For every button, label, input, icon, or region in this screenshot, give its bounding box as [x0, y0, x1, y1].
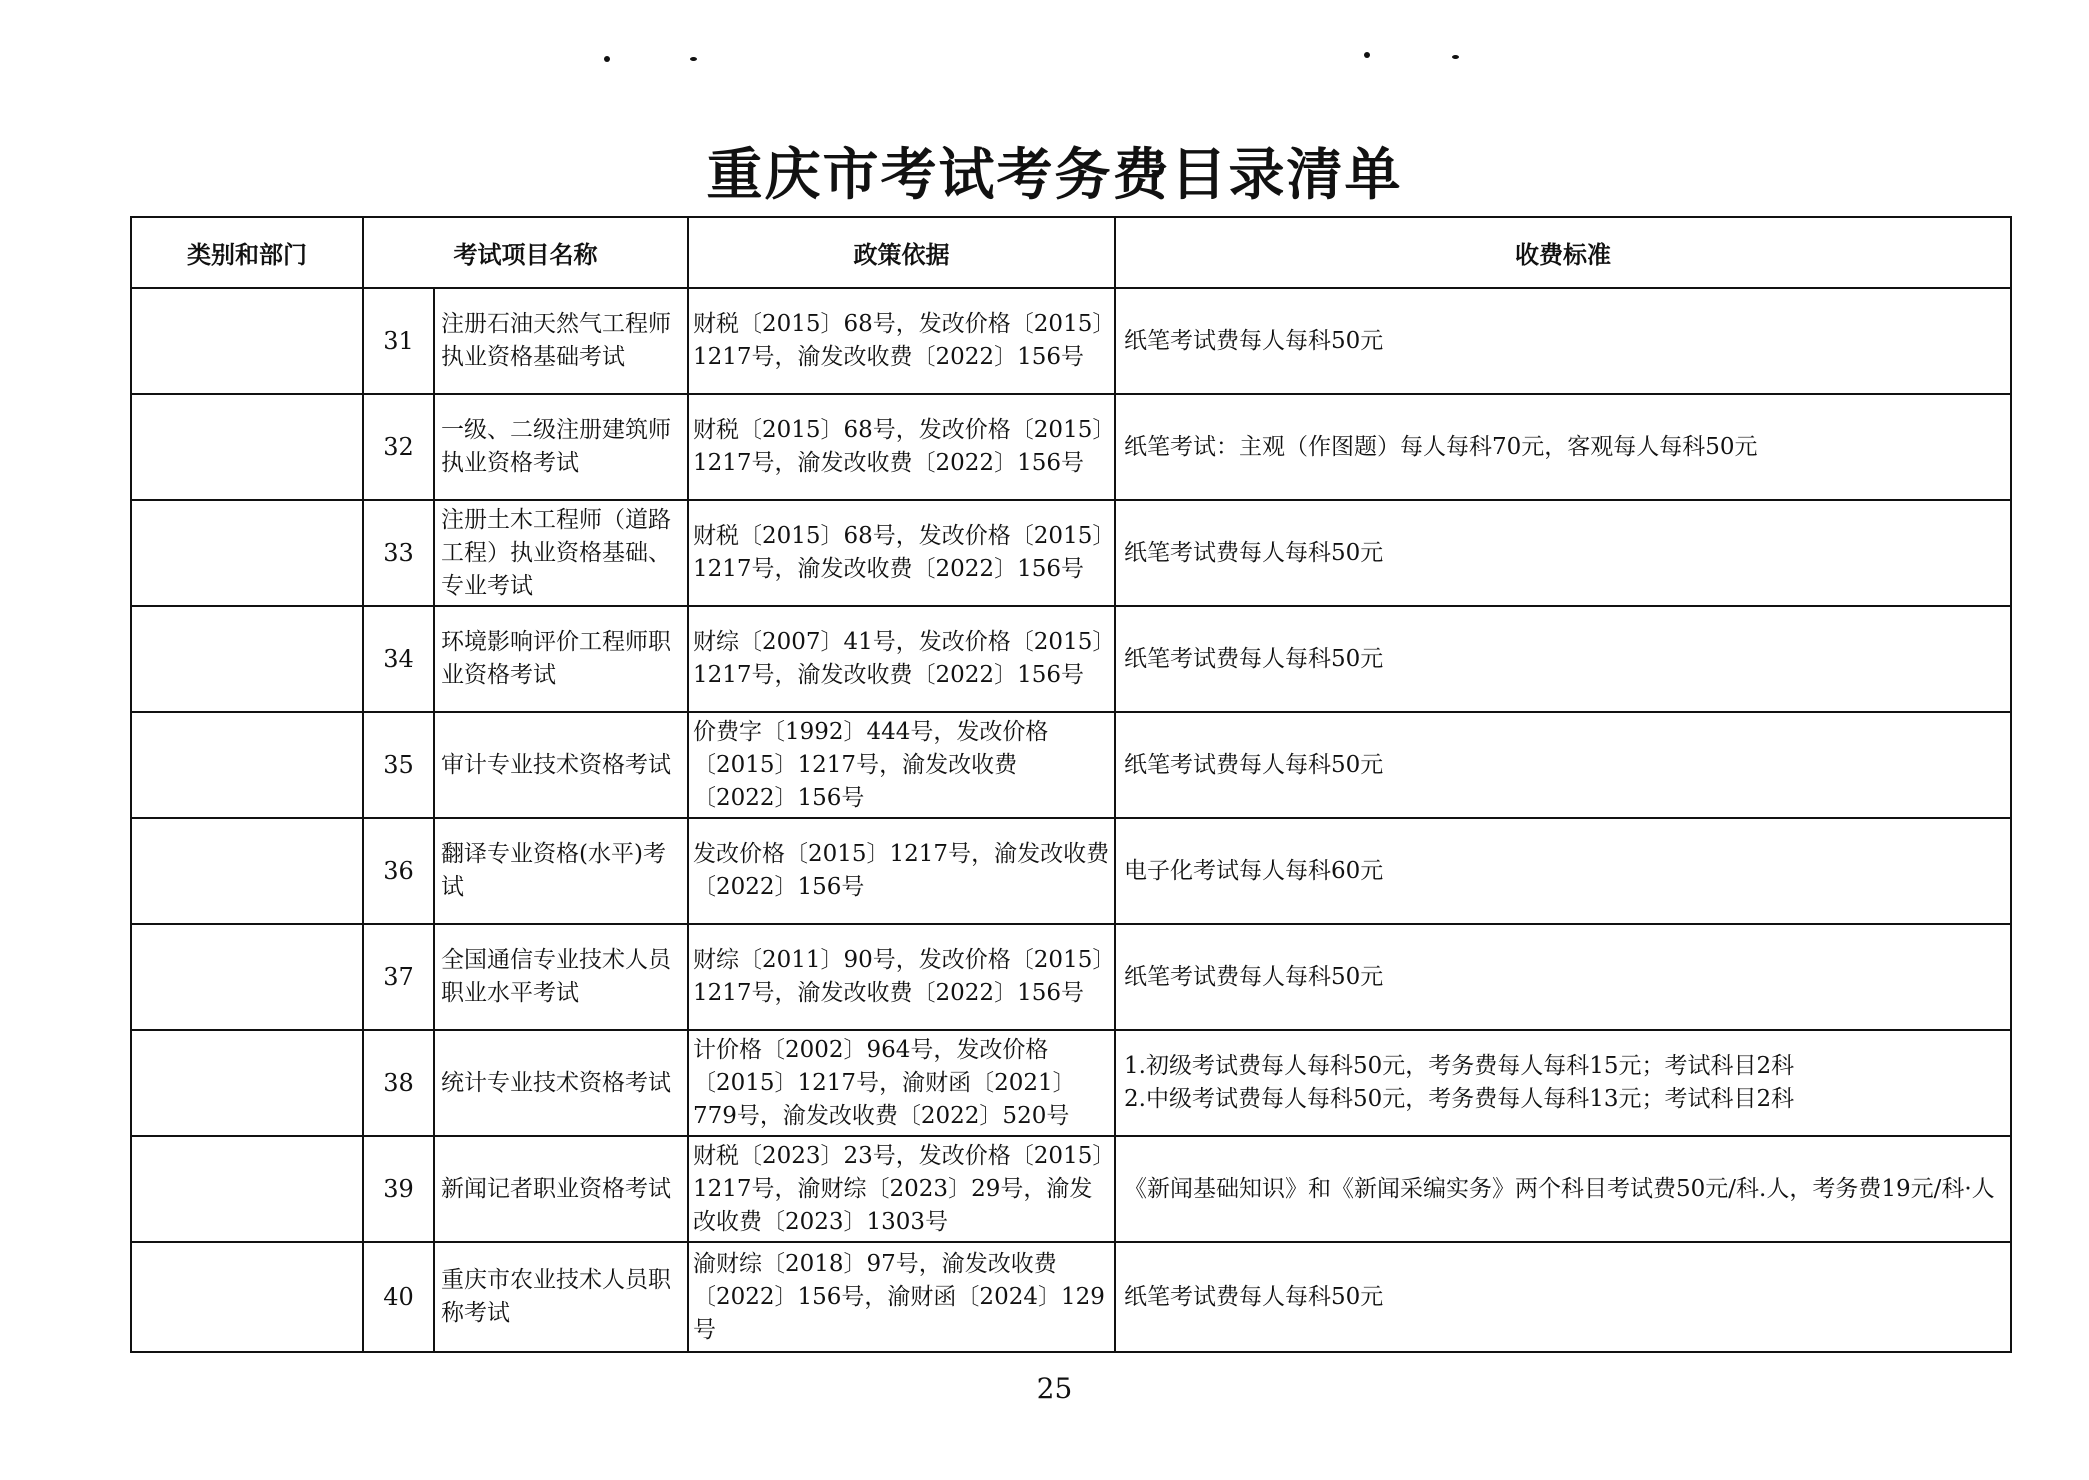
- department-cell: [131, 288, 363, 394]
- row-number: 40: [363, 1242, 434, 1352]
- exam-name-cell: 注册土木工程师（道路工程）执业资格基础、专业考试: [434, 500, 688, 606]
- exam-name-cell: 重庆市农业技术人员职称考试: [434, 1242, 688, 1352]
- exam-name-cell: 注册石油天然气工程师执业资格基础考试: [434, 288, 688, 394]
- fee-cell: [1115, 818, 2011, 924]
- exam-name-cell: 统计专业技术资格考试: [434, 1030, 688, 1136]
- department-cell: [131, 1136, 363, 1242]
- fee-cell: [1115, 394, 2011, 500]
- department-cell: [131, 1030, 363, 1136]
- fee-cell: [1115, 288, 2011, 394]
- table-row: [131, 818, 2011, 924]
- scan-speck: [604, 56, 610, 62]
- policy-cell: 财税〔2015〕68号，发改价格〔2015〕1217号，渝发改收费〔2022〕156号: [688, 500, 1115, 606]
- department-cell: [131, 818, 363, 924]
- policy-cell: 价费字〔1992〕444号，发改价格〔2015〕1217号，渝发改收费〔2022〕156号: [688, 712, 1115, 818]
- department-cell: [131, 606, 363, 712]
- row-number: 38: [363, 1030, 434, 1136]
- department-cell: [131, 924, 363, 1030]
- exam-name-cell: 全国通信专业技术人员职业水平考试: [434, 924, 688, 1030]
- fee-cell: [1115, 1136, 2011, 1242]
- table-row: [131, 1030, 2011, 1136]
- department-cell: [131, 712, 363, 818]
- policy-cell: 财税〔2023〕23号，发改价格〔2015〕1217号，渝财综〔2023〕29号，渝发改收费〔2023〕1303号: [688, 1136, 1115, 1242]
- row-number: 36: [363, 818, 434, 924]
- fee-catalog-table: [130, 216, 2012, 1353]
- fee-line: 电子化考试每人每科60元: [1124, 857, 1384, 884]
- fee-line: 1.初级考试费每人每科50元，考务费每人每科15元；考试科目2科: [1124, 1053, 1795, 1079]
- fee-line: 《新闻基础知识》和《新闻采编实务》两个科目考试费50元/科.人，考务费19元/科·人: [1124, 1175, 1995, 1202]
- fee-cell: [1115, 500, 2011, 606]
- exam-name-cell: 环境影响评价工程师职业资格考试: [434, 606, 688, 712]
- exam-name-cell: 新闻记者职业资格考试: [434, 1136, 688, 1242]
- policy-cell: 发改价格〔2015〕1217号，渝发改收费〔2022〕156号: [688, 818, 1115, 924]
- table-header-row: [131, 217, 2011, 288]
- row-number: 32: [363, 394, 434, 500]
- fee-line: 纸笔考试费每人每科50元: [1124, 327, 1384, 354]
- row-number: 39: [363, 1136, 434, 1242]
- fee-line: 纸笔考试：主观（作图题）每人每科70元，客观每人每科50元: [1124, 433, 1758, 460]
- policy-cell: 财税〔2015〕68号，发改价格〔2015〕1217号，渝发改收费〔2022〕156号: [688, 394, 1115, 500]
- fee-cell: [1115, 712, 2011, 818]
- department-cell: [131, 394, 363, 500]
- fee-cell: [1115, 606, 2011, 712]
- table-row: [131, 500, 2011, 606]
- policy-cell: 计价格〔2002〕964号，发改价格〔2015〕1217号，渝财函〔2021〕779号，渝发改收费〔2022〕520号: [688, 1030, 1115, 1136]
- policy-cell: 财税〔2015〕68号，发改价格〔2015〕1217号，渝发改收费〔2022〕156号: [688, 288, 1115, 394]
- department-cell: [131, 1242, 363, 1352]
- policy-cell: 财综〔2011〕90号，发改价格〔2015〕1217号，渝发改收费〔2022〕156号: [688, 924, 1115, 1030]
- header-department: 类别和部门: [131, 217, 363, 288]
- fee-line: 纸笔考试费每人每科50元: [1124, 1283, 1384, 1310]
- table-row: [131, 1242, 2011, 1352]
- table-row: [131, 394, 2011, 500]
- exam-name-cell: 一级、二级注册建筑师执业资格考试: [434, 394, 688, 500]
- fee-line: 纸笔考试费每人每科50元: [1124, 751, 1384, 778]
- row-number: 34: [363, 606, 434, 712]
- page-number: 25: [1036, 1372, 1073, 1405]
- table-row: [131, 924, 2011, 1030]
- fee-line: 纸笔考试费每人每科50元: [1124, 645, 1384, 672]
- header-fee: 收费标准: [1115, 217, 2011, 288]
- row-number: 37: [363, 924, 434, 1030]
- exam-name-cell: 翻译专业资格(水平)考试: [434, 818, 688, 924]
- policy-cell: 财综〔2007〕41号，发改价格〔2015〕1217号，渝发改收费〔2022〕156号: [688, 606, 1115, 712]
- table-body: [131, 288, 2011, 1352]
- scan-speck: [1364, 52, 1370, 58]
- table-row: [131, 288, 2011, 394]
- policy-cell: 渝财综〔2018〕97号，渝发改收费〔2022〕156号，渝财函〔2024〕129号: [688, 1242, 1115, 1352]
- fee-cell: [1115, 924, 2011, 1030]
- row-number: 35: [363, 712, 434, 818]
- scan-speck: [690, 57, 697, 61]
- row-number: 33: [363, 500, 434, 606]
- table-row: [131, 712, 2011, 818]
- table-row: [131, 1136, 2011, 1242]
- department-cell: [131, 500, 363, 606]
- row-number: 31: [363, 288, 434, 394]
- table-row: [131, 606, 2011, 712]
- header-exam-name: 考试项目名称: [363, 217, 688, 288]
- scan-speck: [1452, 55, 1459, 59]
- fee-line: 纸笔考试费每人每科50元: [1124, 539, 1384, 566]
- fee-cell: [1115, 1030, 2011, 1136]
- page-title: 重庆市考试考务费目录清单: [706, 142, 1403, 208]
- fee-line: 2.中级考试费每人每科50元，考务费每人每科13元；考试科目2科: [1124, 1086, 1795, 1112]
- header-policy: 政策依据: [688, 217, 1115, 288]
- exam-name-cell: 审计专业技术资格考试: [434, 712, 688, 818]
- fee-cell: [1115, 1242, 2011, 1352]
- fee-line: 纸笔考试费每人每科50元: [1124, 963, 1384, 990]
